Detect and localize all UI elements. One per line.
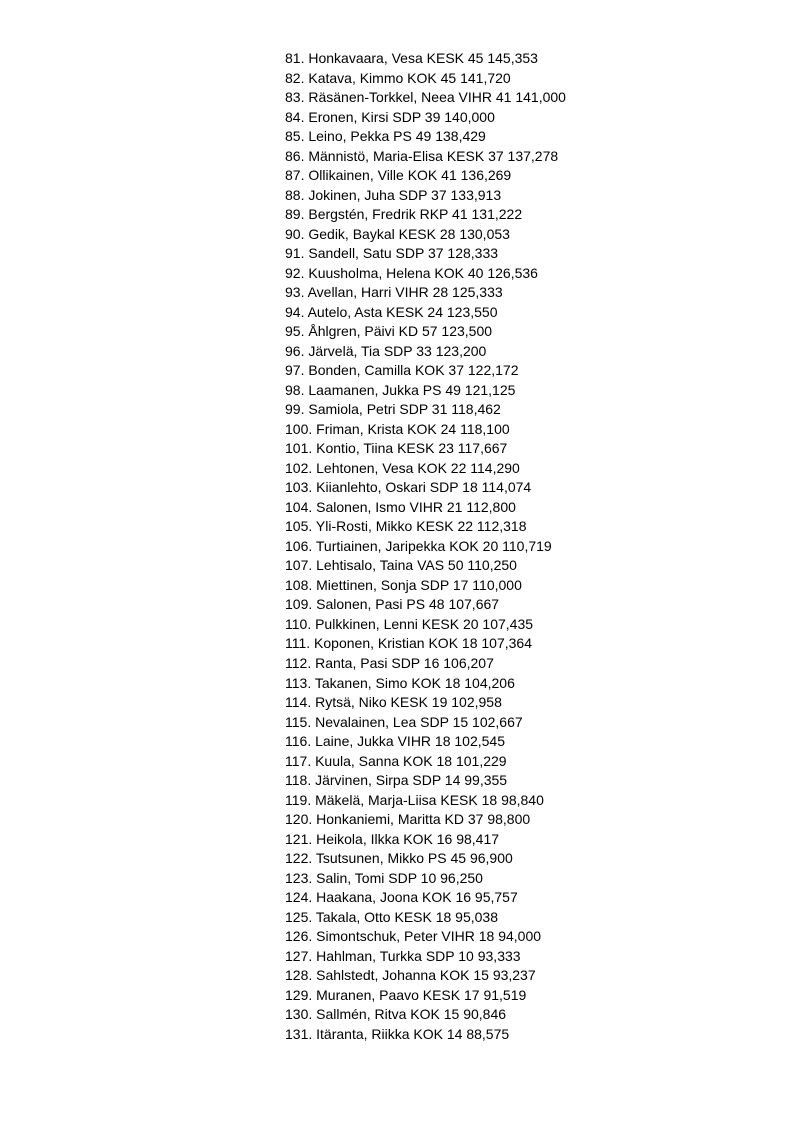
list-item: 100. Friman, Krista KOK 24 118,100 [285,420,510,437]
list-item: 98. Laamanen, Jukka PS 49 121,125 [285,381,516,398]
list-item: 83. Räsänen-Torkkel, Neea VIHR 41 141,000 [285,89,566,106]
list-item: 90. Gedik, Baykal KESK 28 130,053 [285,225,510,242]
list-item: 114. Rytsä, Niko KESK 19 102,958 [285,694,502,711]
list-item: 107. Lehtisalo, Taina VAS 50 110,250 [285,557,517,574]
list-item: 103. Kiianlehto, Oskari SDP 18 114,074 [285,479,532,496]
list-item: 109. Salonen, Pasi PS 48 107,667 [285,596,500,613]
list-item: 104. Salonen, Ismo VIHR 21 112,800 [285,498,516,515]
list-item: 126. Simontschuk, Peter VIHR 18 94,000 [285,928,542,945]
list-item: 106. Turtiainen, Jaripekka KOK 20 110,719 [285,537,552,554]
list-item: 119. Mäkelä, Marja-Liisa KESK 18 98,840 [285,791,544,808]
list-item: 127. Hahlman, Turkka SDP 10 93,333 [285,947,521,964]
list-item: 121. Heikola, Ilkka KOK 16 98,417 [285,830,500,847]
list-item: 118. Järvinen, Sirpa SDP 14 99,355 [285,772,508,789]
list-item: 117. Kuula, Sanna KOK 18 101,229 [285,752,507,769]
list-item: 92. Kuusholma, Helena KOK 40 126,536 [285,264,538,281]
list-item: 101. Kontio, Tiina KESK 23 117,667 [285,440,508,457]
list-item: 130. Sallmén, Ritva KOK 15 90,846 [285,1006,507,1023]
list-item: 125. Takala, Otto KESK 18 95,038 [285,908,499,925]
list-item: 91. Sandell, Satu SDP 37 128,333 [285,245,499,262]
list-item: 99. Samiola, Petri SDP 31 118,462 [285,401,501,418]
list-item: 86. Männistö, Maria-Elisa KESK 37 137,278 [285,147,559,164]
list-item: 84. Eronen, Kirsi SDP 39 140,000 [285,108,495,125]
list-item: 94. Autelo, Asta KESK 24 123,550 [285,303,498,320]
list-item: 95. Åhlgren, Päivi KD 57 123,500 [285,323,493,340]
list-item: 111. Koponen, Kristian KOK 18 107,364 [285,635,532,652]
list-item: 88. Jokinen, Juha SDP 37 133,913 [285,186,502,203]
list-item: 113. Takanen, Simo KOK 18 104,206 [285,674,515,691]
list-item: 85. Leino, Pekka PS 49 138,429 [285,128,486,145]
list-item: 82. Katava, Kimmo KOK 45 141,720 [285,69,511,86]
candidate-list [285,49,566,1044]
list-item: 108. Miettinen, Sonja SDP 17 110,000 [285,576,522,593]
list-item: 115. Nevalainen, Lea SDP 15 102,667 [285,713,523,730]
list-item: 110. Pulkkinen, Lenni KESK 20 107,435 [285,615,534,632]
list-item: 105. Yli-Rosti, Mikko KESK 22 112,318 [285,518,527,535]
list-item: 97. Bonden, Camilla KOK 37 122,172 [285,362,519,379]
list-item: 116. Laine, Jukka VIHR 18 102,545 [285,733,506,750]
list-item: 87. Ollikainen, Ville KOK 41 136,269 [285,167,512,184]
list-item: 120. Honkaniemi, Maritta KD 37 98,800 [285,811,531,828]
list-item: 124. Haakana, Joona KOK 16 95,757 [285,889,518,906]
list-item: 96. Järvelä, Tia SDP 33 123,200 [285,342,487,359]
list-item: 89. Bergstén, Fredrik RKP 41 131,222 [285,206,523,223]
list-item: 128. Sahlstedt, Johanna KOK 15 93,237 [285,967,536,984]
list-item: 122. Tsutsunen, Mikko PS 45 96,900 [285,850,513,867]
list-item: 93. Avellan, Harri VIHR 28 125,333 [285,284,503,301]
list-item: 112. Ranta, Pasi SDP 16 106,207 [285,654,494,671]
list-item: 123. Salin, Tomi SDP 10 96,250 [285,869,483,886]
list-item: 129. Muranen, Paavo KESK 17 91,519 [285,986,527,1003]
list-item: 81. Honkavaara, Vesa KESK 45 145,353 [285,50,538,66]
list-item: 131. Itäranta, Riikka KOK 14 88,575 [285,1025,510,1042]
list-item: 102. Lehtonen, Vesa KOK 22 114,290 [285,459,520,476]
